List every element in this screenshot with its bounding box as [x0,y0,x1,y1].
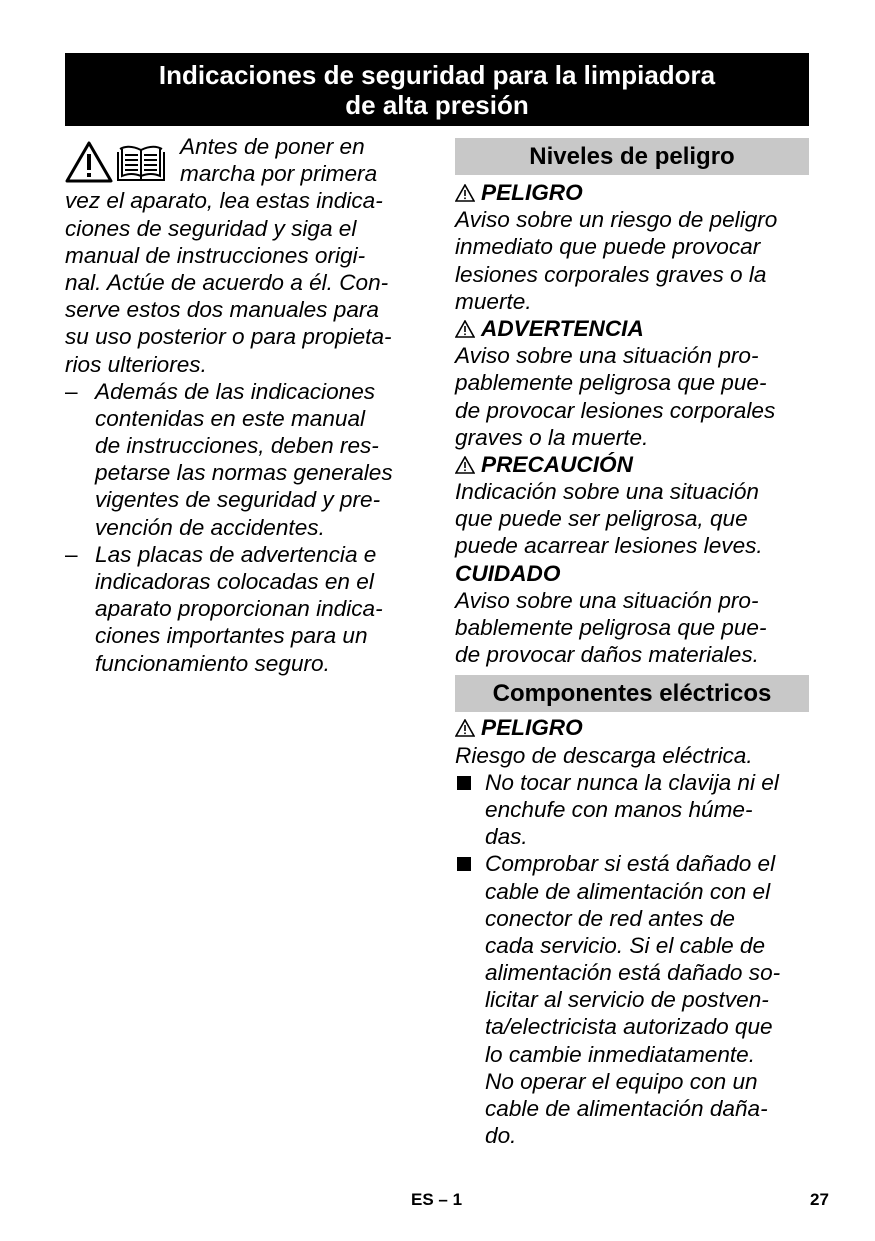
bullet-line: do. [485,1123,517,1149]
bullet-line: cable de alimentación con el [485,878,771,904]
electric-danger-label-text: PELIGRO [481,715,583,741]
bullet-line: licitar al servicio de postven- [485,987,769,1013]
bullet-line: enchufe con manos húme- [485,796,753,822]
danger-label-text: PELIGRO [481,180,583,205]
list-item-line: aparato proporcionan indica- [95,596,383,622]
bullet-line: das. [485,824,528,850]
list-item-line: de instrucciones, deben res- [95,433,379,459]
care-text-line: bablemente peligrosa que pue- [455,615,767,640]
bullet-line: conector de red antes de [485,905,735,931]
list-item-line: indicadoras colocadas en el [95,569,374,594]
danger-label [455,179,809,206]
bullet-line: No operar el equipo con un [485,1068,758,1094]
manual-book-icon [118,147,164,180]
intro-line: ciones de seguridad y siga el [65,215,357,241]
dash-marker: – [65,378,78,404]
warning-manual-icon [65,140,169,184]
caution-label [455,451,809,478]
bullet-item [455,850,809,1149]
title-line-1: Indicaciones de seguridad para la limpiadora [158,60,716,90]
list-item [65,378,425,541]
bullet-line: lo cambie inmediatamente. [485,1041,756,1067]
list-item-line: contenidas en este manual [95,405,366,431]
caution-text-line: Indicación sobre una situación [455,479,759,505]
warning-triangle-icon [455,719,475,737]
intro-line: su uso posterior o para propieta- [65,324,392,350]
list-item [65,541,425,677]
bullet-item [455,769,809,851]
intro-line: vez el aparato, lea estas indica- [65,188,383,214]
intro-line: serve estos dos manuales para [65,297,379,323]
intro-line: nal. Actúe de acuerdo a él. Con- [65,269,389,295]
warning-triangle-icon [455,456,475,474]
danger-text-line: lesiones corporales graves o la [455,261,767,287]
warning-triangle-icon [455,320,475,338]
bullet-line: alimentación está dañado so- [485,960,781,986]
caution-label-text: PRECAUCIÓN [481,451,633,477]
list-item-line: ciones importantes para un [95,623,368,649]
square-bullet-icon [457,857,471,871]
bullet-line: ta/electricista autorizado que [485,1014,773,1040]
bullet-line: No tocar nunca la clavija ni el [485,769,779,795]
warning-triangle-icon [455,184,475,202]
section-heading-componentes: Componentes eléctricos [455,675,809,712]
bullet-line: Comprobar si está dañado el [485,851,776,877]
page-title [65,53,809,126]
page-number: 27 [810,1190,829,1209]
footer-section-label: ES – 1 [411,1190,463,1209]
intro-line: Antes de poner en [180,134,365,159]
danger-text-line: muerte. [455,288,532,314]
warning-triangle-icon [67,143,111,181]
risk-text: Riesgo de descarga eléctrica. [455,742,753,768]
list-item-line: Además de las indicaciones [95,378,376,404]
warning-text-line: pablemente peligrosa que pue- [455,370,767,396]
title-line-2: de alta presión [345,90,529,120]
intro-line: rios ulteriores. [65,351,207,377]
warning-text-line: Aviso sobre una situación pro- [455,343,759,369]
danger-text-line: inmediato que puede provocar [455,234,761,260]
square-bullet-icon [457,776,471,790]
care-text-line: Aviso sobre una situación pro- [455,587,759,613]
list-item-line: vigentes de seguridad y pre- [95,487,381,513]
bullet-line: cada servicio. Si el cable de [485,932,766,958]
caution-text-line: puede acarrear lesiones leves. [455,533,763,559]
right-column [455,138,809,1149]
bullet-line: cable de alimentación daña- [485,1096,768,1121]
warning-text-line: de provocar lesiones corporales [455,397,776,423]
section-heading-niveles: Niveles de peligro [455,138,809,175]
list-item-line: petarse las normas generales [95,460,393,486]
care-text-line: de provocar daños materiales. [455,642,759,668]
electric-danger-label [455,714,809,741]
warning-label [455,315,809,342]
warning-text-line: graves o la muerte. [455,424,649,450]
care-label: CUIDADO [455,560,561,586]
intro-line: marcha por primera [180,161,378,187]
list-item-line: vención de accidentes. [95,514,325,540]
warning-label-text: ADVERTENCIA [481,315,644,341]
list-item-line: funcionamiento seguro. [95,650,330,676]
intro-line: manual de instrucciones origi- [65,242,366,268]
left-column [65,133,425,677]
dash-marker: – [65,541,78,567]
caution-text-line: que puede ser peligrosa, que [455,506,748,532]
list-item-line: Las placas de advertencia e [95,541,377,567]
danger-text-line: Aviso sobre un riesgo de peligro [455,207,778,233]
